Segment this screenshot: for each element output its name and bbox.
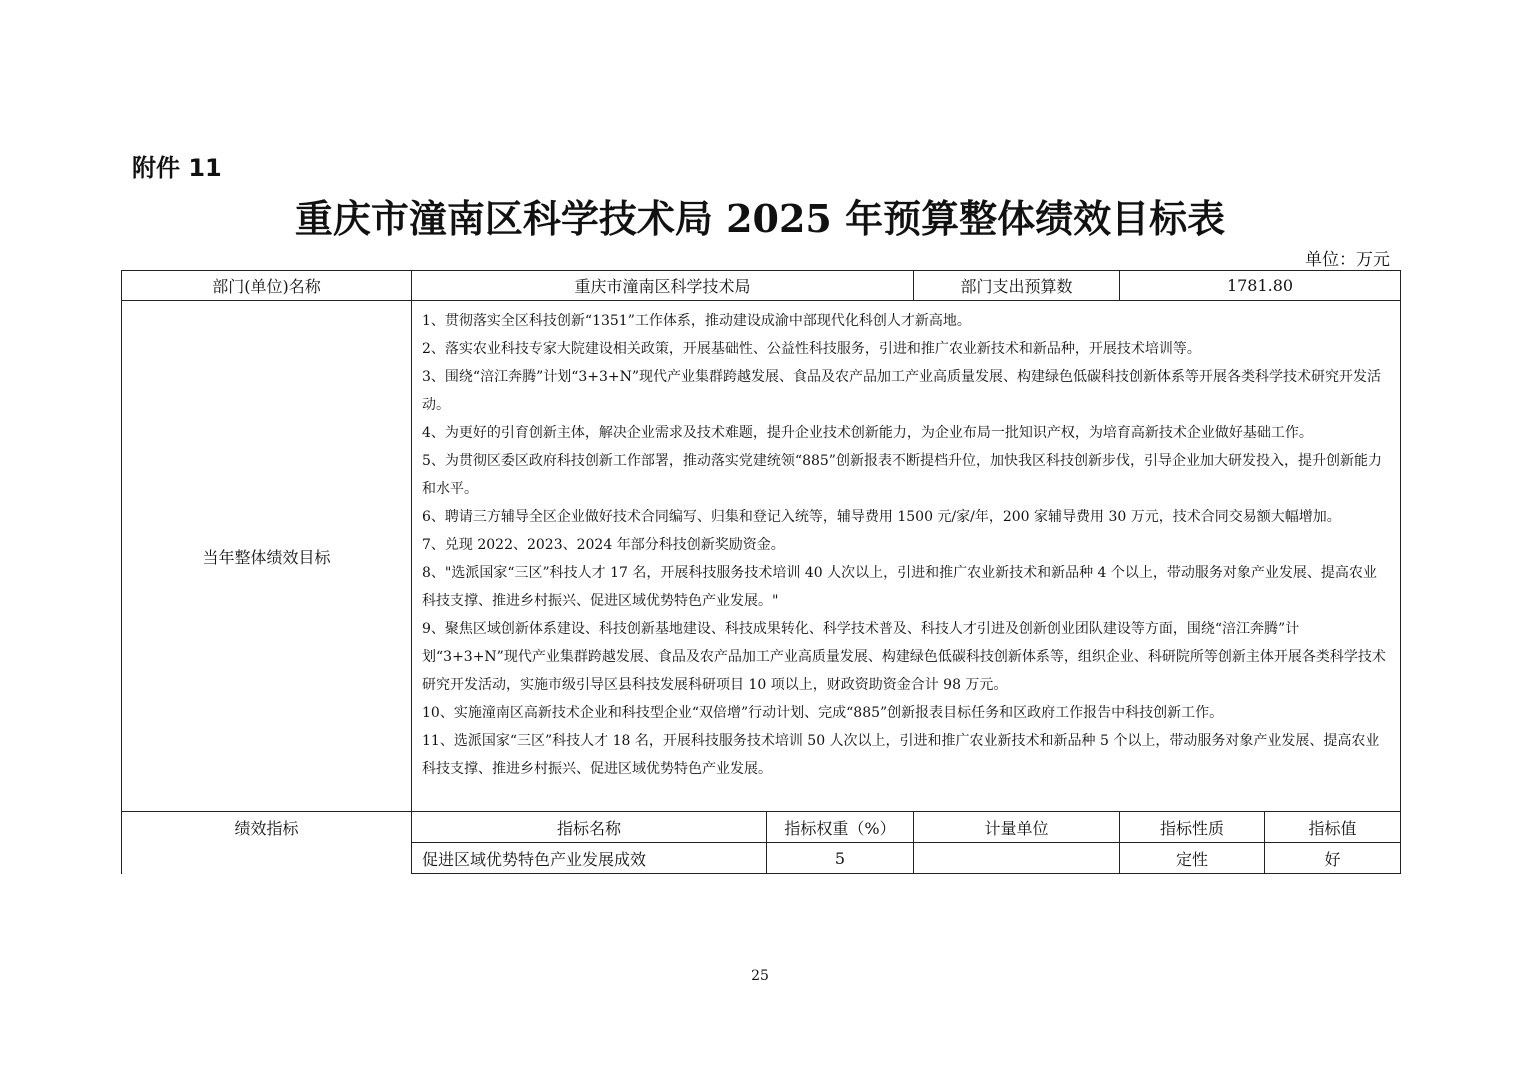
indicators-label-cell: 绩效指标	[122, 812, 412, 874]
goal-item: 5、为贯彻区委区政府科技创新工作部署，推动落实党建统领“885”创新报表不断提档升位，加快我区科技创新步伐，引导企业加大研发投入，提升创新能力和水平。	[422, 453, 1382, 497]
budget-value-cell: 1781.80	[1120, 271, 1401, 301]
dept-name-cell: 重庆市潼南区科学技术局	[412, 271, 914, 301]
indicator-value-cell: 好	[1265, 843, 1401, 874]
document-title: 重庆市潼南区科学技术局 2025 年预算整体绩效目标表	[294, 196, 1226, 241]
attachment-label: 附件 11	[132, 154, 222, 182]
column-header: 指标性质	[1120, 812, 1265, 843]
goal-item: 3、围绕“涪江奔腾”计划“3+3+N”现代产业集群跨越发展、食品及农产品加工产业高质量发展、构建绿色低碳科技创新体系等开展各类科学技术研究开发活动。	[422, 369, 1382, 413]
goals-content-cell	[412, 301, 1401, 812]
header-row	[122, 271, 1401, 301]
goal-item: 6、聘请三方辅导全区企业做好技术合同编写、归集和登记入统等，辅导费用 1500 元/家/年，200 家辅导费用 30 万元，技术合同交易额大幅增加。	[422, 509, 1341, 525]
page-number: 25	[751, 968, 769, 984]
performance-table	[121, 270, 1401, 874]
goals-label-cell: 当年整体绩效目标	[122, 301, 412, 812]
goal-item: 9、聚焦区域创新体系建设、科技创新基地建设、科技成果转化、科学技术普及、科技人才引进及创新创业团队建设等方面，围绕“涪江奔腾”计划“3+3+N”现代产业集群跨越发展、食品及农产品加工产业高质量发展、构建绿色低碳科技创新体系等，组织企业、科研院所等创新主体开展各类科学技术研究开发活动，实施市级引导区县科技发展科研项目 10 项以上，财政资助资金合计 98 万元。	[422, 621, 1386, 693]
indicator-unit-cell	[914, 843, 1120, 874]
dept-label-cell: 部门(单位)名称	[122, 271, 412, 301]
column-header: 指标值	[1265, 812, 1401, 843]
unit-label: 单位：万元	[1305, 250, 1390, 270]
goals-row	[122, 301, 1401, 812]
goal-item: 4、为更好的引育创新主体，解决企业需求及技术难题，提升企业技术创新能力，为企业布局一批知识产权，为培育高新技术企业做好基础工作。	[422, 425, 1313, 441]
goal-item: 8、"选派国家“三区”科技人才 17 名，开展科技服务技术培训 40 人次以上，引进和推广农业新技术和新品种 4 个以上，带动服务对象产业发展、提高农业科技支撑、推进乡村振兴、促进区域优势特色产业发展。"	[422, 565, 1377, 609]
goal-item: 10、实施潼南区高新技术企业和科技型企业“双倍增”行动计划、完成“885”创新报表目标任务和区政府工作报告中科技创新工作。	[422, 705, 1224, 721]
column-header: 计量单位	[914, 812, 1120, 843]
goal-item: 1、贯彻落实全区科技创新“1351”工作体系，推动建设成渝中部现代化科创人才新高地。	[422, 313, 971, 329]
indicator-name-cell: 促进区域优势特色产业发展成效	[412, 843, 767, 874]
column-header: 指标名称	[412, 812, 767, 843]
goal-item: 2、落实农业科技专家大院建设相关政策，开展基础性、公益性科技服务，引进和推广农业新技术和新品种，开展技术培训等。	[422, 341, 1201, 357]
budget-label-cell: 部门支出预算数	[914, 271, 1120, 301]
indicator-weight-cell: 5	[767, 843, 914, 874]
indicator-nature-cell: 定性	[1120, 843, 1265, 874]
indicator-header-row	[122, 812, 1401, 843]
column-header: 指标权重（%）	[767, 812, 914, 843]
goal-item: 11、选派国家“三区”科技人才 18 名，开展科技服务技术培训 50 人次以上，引进和推广农业新技术和新品种 5 个以上，带动服务对象产业发展、提高农业科技支撑、推进乡村振兴、促进区域优势特色产业发展。	[422, 733, 1380, 777]
goal-item: 7、兑现 2022、2023、2024 年部分科技创新奖励资金。	[422, 537, 785, 553]
